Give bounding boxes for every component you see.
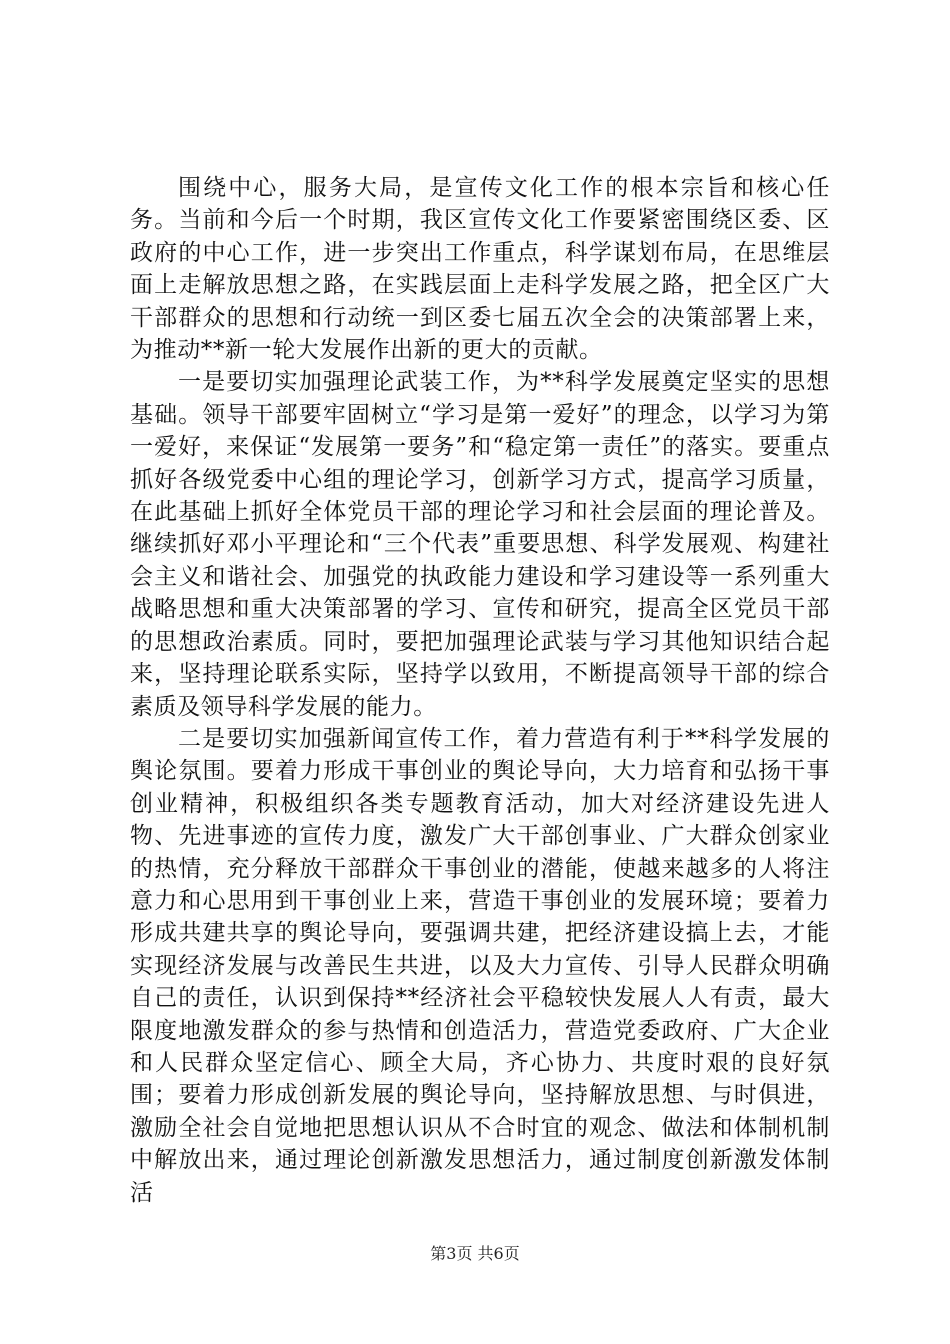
paragraph-news-publicity: 二是要切实加强新闻宣传工作，着力营造有利于**科学发展的舆论氛围。要着力形成干事创业的舆论导向，大力培育和弘扬干事创业精神，积极组织各类专题教育活动，加大对经济建设先进人物、先进事迹的宣传力度，激发广大干部创事业、广大群众创家业的热情，充分释放干部群众干事创业的潜能，使越来越多的人将注意力和心思用到干事创业上来，营造干事创业的发展环境；要着力形成共建共享的舆论导向，要强调共建，把经济建设搞上去，才能实现经济发展与改善民生共进，以及大力宣传、引导人民群众明确自己的责任，认识到保持**经济社会平稳较快发展人人有责，最大限度地激发群众的参与热情和创造活力，营造党委政府、广大企业和人民群众坚定信心、顾全大局，齐心协力、共度时艰的良好氛围；要着力形成创新发展的舆论导向，坚持解放思想、与时俱进，激励全社会自觉地把思想认识从不合时宜的观念、做法和体制机制中解放出来，通过理论创新激发思想活力，通过制度创新激发体制活 [130, 725, 830, 1206]
paragraph-intro: 围绕中心，服务大局，是宣传文化工作的根本宗旨和核心任务。当前和今后一个时期，我区宣传文化工作要紧密围绕区委、区政府的中心工作，进一步突出工作重点，科学谋划布局，在思维层面上走解放思想之路，在实践层面上走科学发展之路，把全区广大干部群众的思想和行动统一到区委七届五次全会的决策部署上来，为推动**新一轮大发展作出新的更大的贡献。 [130, 175, 830, 364]
document-body [130, 172, 830, 1209]
page-number-footer: 第3页 共6页 [430, 1244, 520, 1263]
paragraph-theory-work: 一是要切实加强理论武装工作，为**科学发展奠定坚实的思想基础。领导干部要牢固树立“学习是第一爱好”的理念，以学习为第一爱好，来保证“发展第一要务”和“稳定第一责任”的落实。要重点抓好各级党委中心组的理论学习，创新学习方式，提高学习质量，在此基础上抓好全体党员干部的理论学习和社会层面的理论普及。继续抓好邓小平理论和“三个代表”重要思想、科学发展观、构建社会主义和谐社会、加强党的执政能力建设和学习建设等一系列重大战略思想和重大决策部署的学习、宣传和研究，提高全区党员干部的思想政治素质。同时，要把加强理论武装与学习其他知识结合起来，坚持理论联系实际，坚持学以致用，不断提高领导干部的综合素质及领导科学发展的能力。 [130, 369, 830, 720]
